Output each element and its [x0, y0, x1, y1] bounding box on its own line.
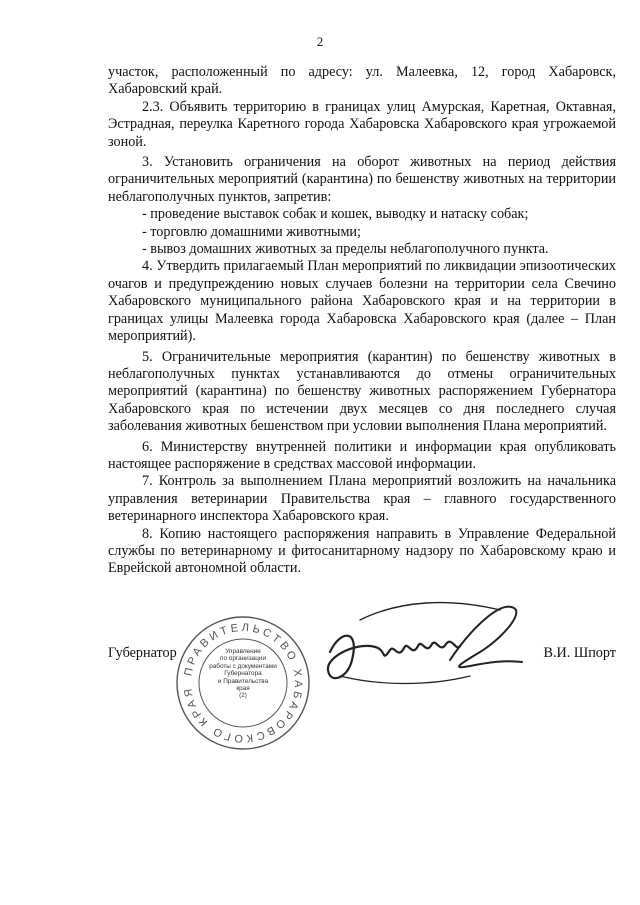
signer-title: Губернатор	[108, 645, 177, 661]
paragraph-2-3: 2.3. Объявить территорию в границах улиц Амурская, Каретная, Октавная, Эстрадная, переулка Каретного города Хабаровска Хабаровского края угрожаемой зоной.	[108, 98, 616, 150]
list-item-export: - вывоз домашних животных за пределы неблагополучного пункта.	[142, 241, 549, 258]
seal-inner-text: Управление по организации работы с документами Губернатора и Правительства края (2)	[209, 648, 277, 700]
paragraph-3: 3. Установить ограничения на оборот животных на период действия ограничительных мероприятий (карантина) по бешенству животных на территории неблагополучных пунктов, запретив:	[108, 154, 616, 205]
signature-block	[108, 645, 616, 685]
paragraph-7: 7. Контроль за выполнением Плана мероприятий возложить на начальника управления ветеринарии Правительства края – главного государственного ветеринарного инспектора Хабаровского края.	[108, 473, 616, 525]
signer-name: В.И. Шпорт	[543, 645, 616, 661]
paragraph-8: 8. Копию настоящего распоряжения направить в Управление Федеральной службы по ветеринарному и фитосанитарному надзору по Хабаровскому краю и Еврейской автономной области.	[108, 525, 616, 577]
paragraph-address: участок, расположенный по адресу: ул. Малеевка, 12, город Хабаровск, Хабаровский край.	[108, 64, 616, 98]
paragraph-4: 4. Утвердить прилагаемый План мероприятий по ликвидации эпизоотических очагов и предупреждению новых случаев болезни на территории села Свечино Хабаровского муниципального района Хабаровского края и на территории в границах улицы Малеевка города Хабаровска Хабаровского края (далее – План мероприятий).	[108, 258, 616, 345]
list-item-exhibitions: - проведение выставок собак и кошек, выводку и натаску собак;	[142, 206, 529, 223]
paragraph-6: 6. Министерству внутренней политики и информации края опубликовать настоящее распоряжение в средствах массовой информации.	[108, 438, 616, 472]
list-item-trade: - торговлю домашними животными;	[142, 223, 361, 240]
paragraph-5: 5. Ограничительные мероприятия (карантин) по бешенству животных в неблагополучных пунктах устанавливаются до отмены ограничительных мероприятий (карантина) по бешенству животных распоряжением Губернатора Хабаровского края по истечении двух месяцев со дня последнего случая заболевания животных бешенством при условии выполнения Плана мероприятий.	[108, 348, 616, 435]
page-number: 2	[316, 34, 324, 49]
seal-ring-text: ПРАВИТЕЛЬСТВО ХАБАРОВСКОГО КРАЯ	[181, 621, 305, 745]
document-body	[108, 64, 616, 578]
